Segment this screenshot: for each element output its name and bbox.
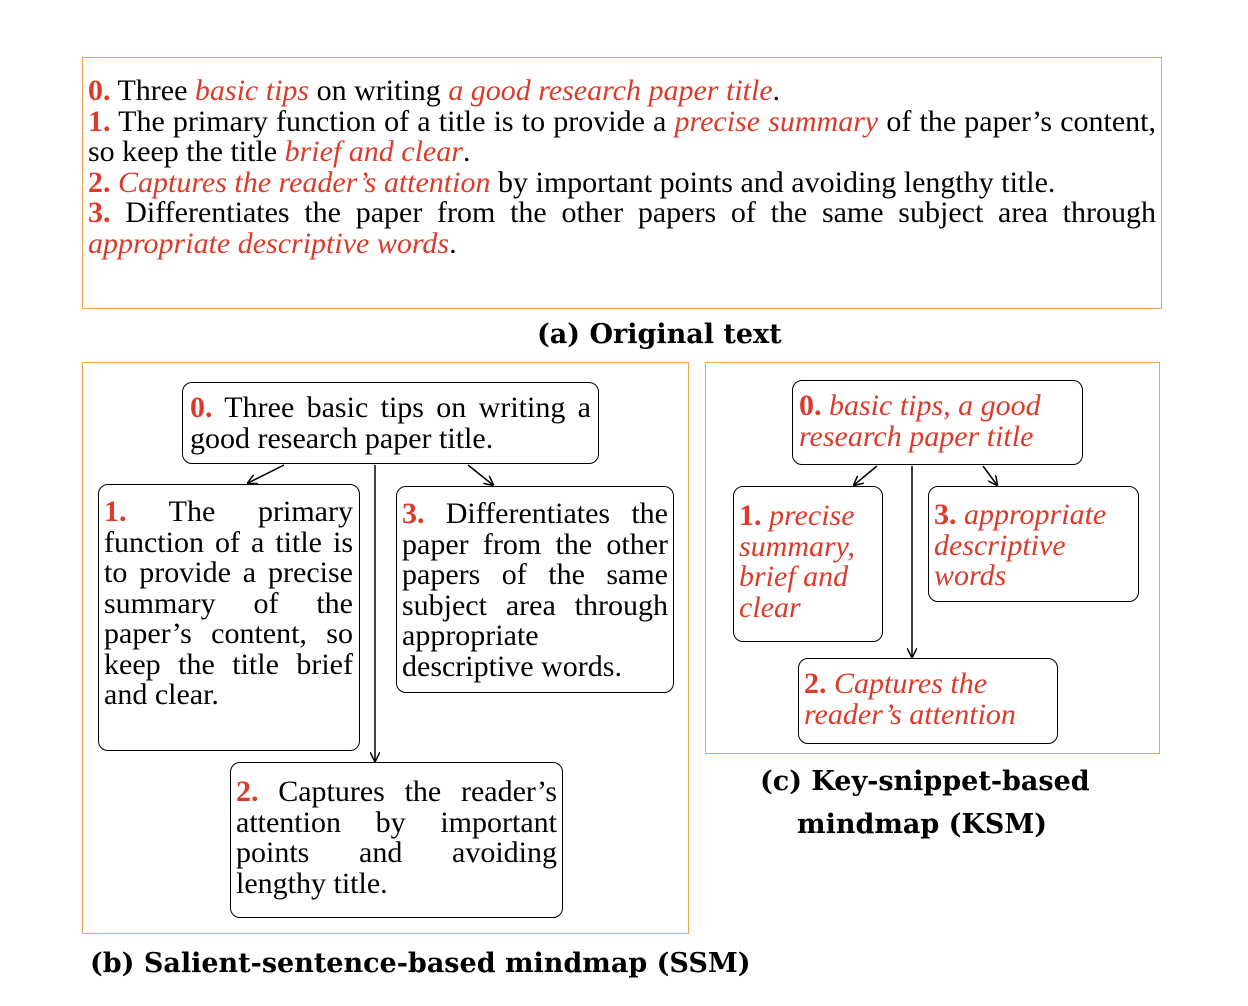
ssm-node-1: 1. The primary function of a title is to provide a precise summary of the paper’s content, so keep the title brief and clear.: [98, 484, 360, 751]
ksm-node-3: 3. appropriate descriptive words: [928, 486, 1139, 602]
caption-c-line1: (c) Key-snippet-based: [760, 766, 1090, 797]
caption-c-line2: mindmap (KSM): [797, 809, 1048, 840]
original-line-1: 1. The primary function of a title is to provide a precise summary of the paper’s content, so keep the title brief and clear.: [88, 104, 1156, 168]
original-line-3: 3. Differentiates the paper from the other papers of the same subject area through appropriate descriptive words.: [88, 196, 1156, 260]
ssm-node-0: 0. Three basic tips on writing a good research paper title.: [182, 382, 599, 464]
original-line-2: 2. Captures the reader’s attention by important points and avoiding lengthy title.: [88, 165, 1056, 199]
ksm-node-0: 0. basic tips, a good research paper title: [792, 380, 1083, 465]
caption-b: (b) Salient-sentence-based mindmap (SSM): [90, 948, 751, 979]
original-line-0: 0. Three basic tips on writing a good research paper title.: [88, 74, 781, 107]
caption-a: (a) Original text: [537, 319, 782, 350]
ssm-node-2: 2. Captures the reader’s attention by important points and avoiding lengthy title.: [230, 762, 563, 918]
ssm-arrow-0-to-3: [468, 465, 493, 485]
ksm-node-2: 2. Captures the reader’s attention: [798, 658, 1058, 744]
ksm-node-1: 1. precise summary, brief and clear: [733, 486, 883, 642]
ksm-arrow-0-to-1: [854, 466, 877, 485]
ssm-node-3: 3. Differentiates the paper from the other papers of the same subject area through appropriate descriptive words.: [396, 486, 674, 693]
ssm-arrow-0-to-1: [248, 465, 284, 483]
ksm-arrow-0-to-3: [983, 466, 997, 485]
